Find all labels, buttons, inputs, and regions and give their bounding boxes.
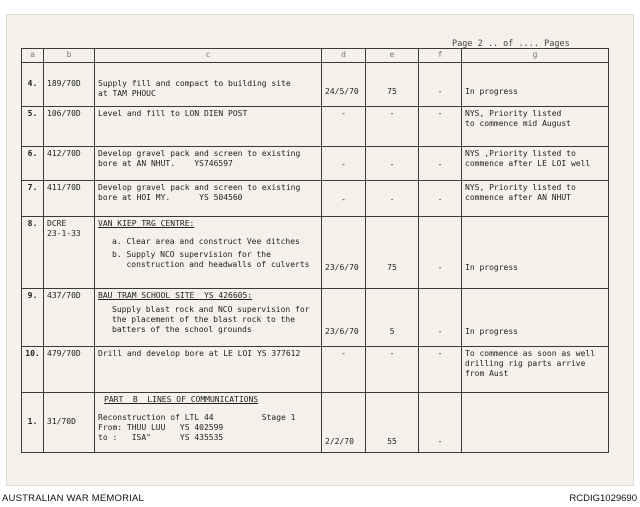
value-cell: - — [419, 147, 462, 181]
value-cell: - — [419, 181, 462, 217]
section-title: VAN KIEP TRG CENTRE: — [98, 219, 195, 228]
column-header: c — [95, 49, 322, 63]
remarks-cell: NYS, Priority listed to commence after AN NHUT — [462, 181, 609, 217]
table-row — [22, 181, 609, 217]
table-row — [22, 107, 609, 147]
job-number: 31/70D — [44, 393, 95, 453]
remarks-cell: NYS, Priority listed to commence mid August — [462, 107, 609, 147]
task-description: Level and fill to LON DIEN POST — [95, 107, 322, 147]
value-cell: 75 — [366, 217, 419, 289]
job-number: 437/70D — [44, 289, 95, 347]
archive-footer-right: RCDIG1029690 — [569, 493, 637, 504]
value-cell: - — [366, 147, 419, 181]
table-row — [22, 63, 609, 107]
works-table — [21, 48, 609, 453]
value-cell: - — [419, 393, 462, 453]
date-cell: - — [322, 107, 366, 147]
remarks-cell: To commence as soon as well drilling rig parts arrive from Aust — [462, 347, 609, 393]
value-cell: - — [419, 63, 462, 107]
table-row — [22, 289, 609, 347]
date-cell: 23/6/70 — [322, 217, 366, 289]
column-header: a — [22, 49, 44, 63]
remarks-cell: In progress — [462, 289, 609, 347]
column-header: f — [419, 49, 462, 63]
table-row — [22, 217, 609, 289]
job-number: 189/70D — [44, 63, 95, 107]
job-number: 479/70D — [44, 347, 95, 393]
remarks-cell: In progress — [462, 63, 609, 107]
date-cell: - — [322, 181, 366, 217]
table-row — [22, 393, 609, 453]
value-cell: - — [419, 107, 462, 147]
job-number: 106/70D — [44, 107, 95, 147]
value-cell: 75 — [366, 63, 419, 107]
archive-footer-left: AUSTRALIAN WAR MEMORIAL — [2, 493, 145, 504]
task-description: PART B LINES OF COMMUNICATIONS Reconstruction of LTL 44 Stage 1 From: THUU LUU YS 402599 to : ISA" YS 435535 — [95, 393, 322, 453]
remarks-cell: NYS ,Priority listed to commence after LE LOI well — [462, 147, 609, 181]
remarks-cell: In progress — [462, 217, 609, 289]
task-description: Drill and develop bore at LE LOI YS 377612 — [95, 347, 322, 393]
item-number: 8. — [22, 217, 44, 289]
date-cell: 24/5/70 — [322, 63, 366, 107]
value-cell: - — [366, 181, 419, 217]
column-header-row — [22, 49, 609, 63]
item-number: 10. — [22, 347, 44, 393]
task-description: Develop gravel pack and screen to existing bore at AN NHUT. YS746597 — [95, 147, 322, 181]
job-number: 411/70D — [44, 181, 95, 217]
date-cell: 23/6/70 — [322, 289, 366, 347]
value-cell: 55 — [366, 393, 419, 453]
item-number: 1. — [22, 393, 44, 453]
table-row — [22, 147, 609, 181]
task-description: VAN KIEP TRG CENTRE: a. Clear area and construct Vee ditches b. Supply NCO supervision for the construction and headwalls of culverts — [95, 217, 322, 289]
column-header: g — [462, 49, 609, 63]
page-label: Page 2 .. of .... Pages — [452, 39, 570, 49]
remarks-cell — [462, 393, 609, 453]
column-header: b — [44, 49, 95, 63]
task-description: Supply fill and compact to building site at TAM PHOUC — [95, 63, 322, 107]
value-cell: - — [419, 217, 462, 289]
date-cell: - — [322, 347, 366, 393]
date-cell: 2/2/70 — [322, 393, 366, 453]
item-number: 7. — [22, 181, 44, 217]
item-number: 4. — [22, 63, 44, 107]
date-cell: - — [322, 147, 366, 181]
section-title: BAU TRAM SCHOOL SITE YS 426605: — [98, 291, 253, 300]
value-cell: - — [419, 347, 462, 393]
job-number: 412/70D — [44, 147, 95, 181]
job-number: DCRE 23-1-33 — [44, 217, 95, 289]
column-header: d — [322, 49, 366, 63]
part-heading: PART B LINES OF COMMUNICATIONS — [104, 395, 259, 404]
value-cell: 5 — [366, 289, 419, 347]
value-cell: - — [366, 347, 419, 393]
value-cell: - — [419, 289, 462, 347]
item-number: 6. — [22, 147, 44, 181]
item-number: 5. — [22, 107, 44, 147]
column-header: e — [366, 49, 419, 63]
task-description: Develop gravel pack and screen to existing bore at HOI MY. YS 504560 — [95, 181, 322, 217]
table-row — [22, 347, 609, 393]
value-cell: - — [366, 107, 419, 147]
item-number: 9. — [22, 289, 44, 347]
task-description: BAU TRAM SCHOOL SITE YS 426605: Supply blast rock and NCO supervision for the placement of the blast rock to the batters of the school grounds — [95, 289, 322, 347]
